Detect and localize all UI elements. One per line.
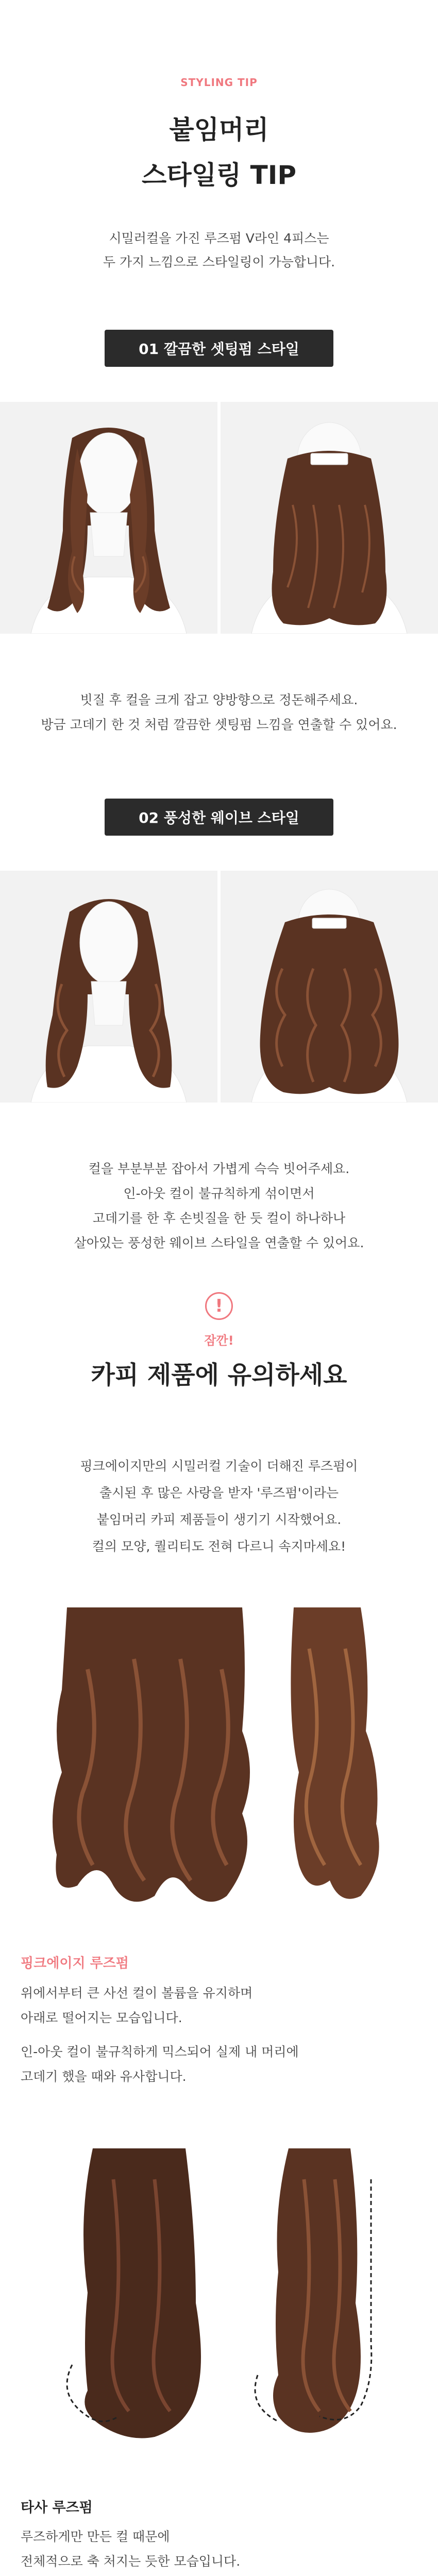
pinkage-line-4: 고데기 했을 때와 유사합니다.	[21, 2069, 187, 2084]
warning-label: 잠깐!	[204, 1333, 234, 1348]
title-line-1: 붙임머리	[169, 115, 269, 145]
mannequin-back-image	[221, 402, 438, 634]
pinkage-description	[21, 1981, 299, 2089]
style-1-pill: 01 깔끔한 셋팅펌 스타일	[105, 330, 333, 367]
pinkage-line-3: 인-아웃 컬이 불규칙하게 믹스되어 실제 내 머리에	[21, 2044, 299, 2059]
style-2-photos	[0, 871, 438, 1103]
mannequin-back-wave-image	[221, 871, 438, 1103]
mannequin-front-wave-image	[0, 871, 217, 1103]
style-2-caption-line-3: 고데기를 한 후 손빗질을 한 듯 컬이 하나하나	[92, 1211, 346, 1226]
other-line-2: 전체적으로 축 처지는 듯한 모습입니다.	[21, 2554, 241, 2569]
style-1-back-photo	[221, 402, 438, 634]
other-brand-description	[21, 2524, 282, 2576]
style-1-caption	[0, 688, 438, 737]
title-line-2: 스타일링 TIP	[142, 160, 296, 190]
style-2-caption-line-1: 컬을 부분부분 잡아서 가볍게 슥슥 빗어주세요.	[88, 1161, 350, 1176]
other-hair-image	[0, 2148, 438, 2452]
mannequin-front-image	[0, 402, 217, 634]
pinkage-label: 핑크에이지 루즈펌	[21, 1956, 129, 1971]
warning-line-2: 출시된 후 많은 사랑을 받자 '루즈펌'이라는	[99, 1485, 339, 1500]
pinkage-line-1: 위에서부터 큰 사선 컬이 볼륨을 유지하며	[21, 1986, 253, 2001]
style-2-front-photo	[0, 871, 217, 1103]
other-brand-label: 타사 루즈펌	[21, 2500, 93, 2516]
eyebrow-label: STYLING TIP	[180, 76, 258, 89]
style-2-pill: 02 풍성한 웨이브 스타일	[105, 799, 333, 836]
intro-line-2: 두 가지 느낌으로 스타일링이 가능합니다.	[103, 255, 335, 269]
style-2-caption-line-2: 인-아웃 컬이 불규칙하게 섞이면서	[123, 1186, 315, 1201]
warning-body	[0, 1453, 438, 1560]
style-1-front-photo	[0, 402, 217, 634]
page-title	[0, 107, 438, 198]
style-2-caption	[0, 1157, 438, 1256]
style-1-photos	[0, 402, 438, 634]
intro-text	[0, 227, 438, 274]
pinkage-line-2: 아래로 떨어지는 모습입니다.	[21, 2010, 182, 2025]
other-line-1: 루즈하게만 만든 컬 때문에	[21, 2529, 170, 2544]
pinkage-hair-image	[0, 1607, 438, 1911]
pinkage-hair-svg	[0, 1607, 438, 1911]
exclamation-icon: !	[205, 1292, 233, 1320]
style-1-caption-line-2: 방금 고데기 한 것 처럼 깔끔한 셋팅펌 느낌을 연출할 수 있어요.	[41, 717, 397, 732]
style-1-caption-line-1: 빗질 후 컬을 크게 잡고 양방향으로 정돈해주세요.	[80, 692, 358, 707]
pinkage-hair-photos	[0, 1607, 438, 1911]
style-2-caption-line-4: 살아있는 풍성한 웨이브 스타일을 연출할 수 있어요.	[74, 1235, 364, 1250]
other-hair-photos	[0, 2148, 438, 2452]
warning-line-4: 컬의 모양, 퀄리티도 전혀 다르니 속지마세요!	[92, 1539, 346, 1554]
warning-line-3: 붙임머리 카피 제품들이 생기기 시작했어요.	[96, 1512, 342, 1527]
other-hair-svg	[0, 2148, 438, 2452]
warning-title: 카피 제품에 유의하세요	[91, 1361, 347, 1389]
style-2-back-photo	[221, 871, 438, 1103]
warning-line-1: 핑크에이지만의 시밀러컬 기술이 더해진 루즈펌이	[80, 1459, 358, 1473]
intro-line-1: 시밀러컬을 가진 루즈펌 V라인 4피스는	[109, 231, 329, 246]
